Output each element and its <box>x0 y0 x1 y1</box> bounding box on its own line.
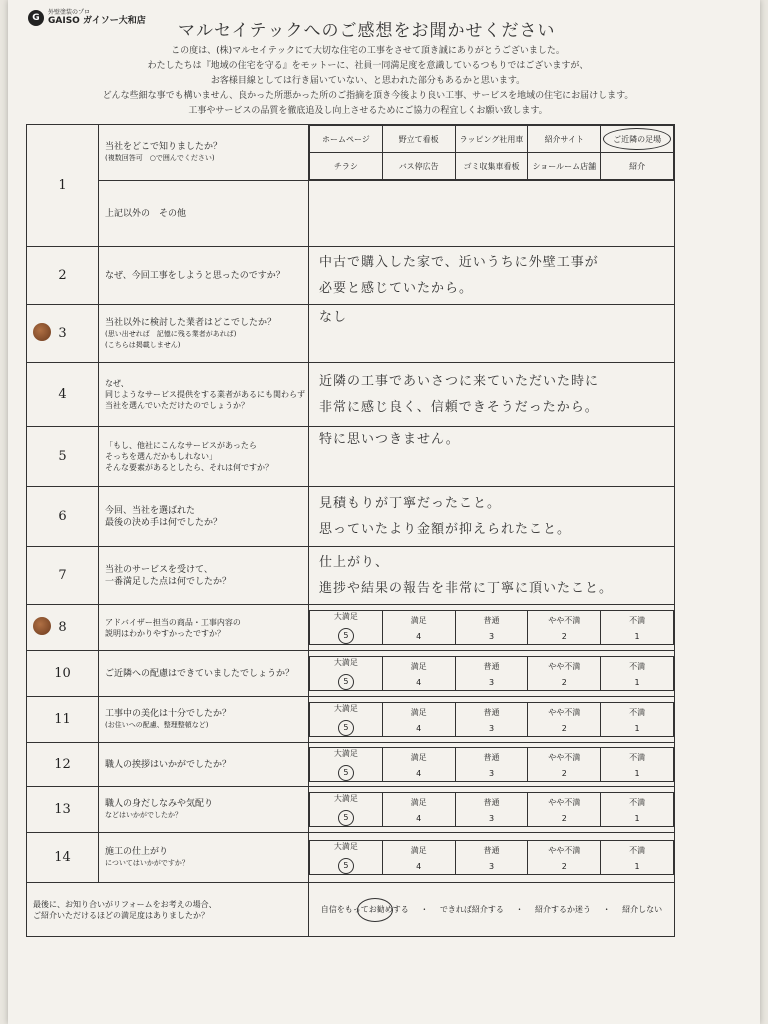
rating-option[interactable]: やや不満 2 <box>528 703 601 737</box>
source-option-selected[interactable] <box>601 126 674 153</box>
other-source-answer[interactable] <box>309 181 675 247</box>
handwritten-answer[interactable]: なし <box>309 305 675 363</box>
question-text: ご近隣への配慮はできていましたでしょうか？ <box>99 651 309 697</box>
question-number: 6 <box>27 487 99 547</box>
rating-option[interactable]: 満足 4 <box>382 793 455 827</box>
question-number-cell <box>27 605 99 651</box>
handwritten-answer[interactable]: 見積もりが丁寧だったこと。 思っていたより金額が抑えられたこと。 <box>309 487 675 547</box>
rating-option[interactable]: 大満足 5 <box>310 703 383 737</box>
question-text: 「もし、他社にこんなサービスがあったら そっちを選んだかもしれない」 そんな要素があるとしたら、それは何ですか？ <box>99 427 309 487</box>
rating-option[interactable]: 不満 1 <box>601 657 674 691</box>
intro-line: この度は、(株)マルセイテックにて大切な住宅の工事をさせて頂き誠にありがとうございました。 <box>171 46 565 56</box>
question-text: 当社以外に検討した業者はどこでしたか？ (思い出せれば 記憶に残る業者があれば) (こちらは掲載しません) <box>99 305 309 363</box>
intro-line: お客様目線としては行き届いていない、と思われた部分もあるかと思います。 <box>210 76 526 86</box>
rating-option[interactable]: やや不満 2 <box>528 793 601 827</box>
rating-option[interactable]: 普通 3 <box>455 657 528 691</box>
source-options <box>309 125 675 181</box>
survey-table <box>26 124 675 937</box>
recommend-option[interactable]: 紹介するか迷う <box>535 905 592 914</box>
logo-mark-icon: G <box>28 10 44 26</box>
handwritten-answer[interactable]: 中古で購入した家で、近いうちに外壁工事が 必要と感じていたから。 <box>309 247 675 305</box>
binder-hole <box>33 323 51 341</box>
rating-scale <box>309 651 675 697</box>
rating-scale <box>309 787 675 833</box>
question-text: 今回、当社を選ばれた 最後の決め手は何でしたか？ <box>99 487 309 547</box>
intro-line: わたしたちは『地域の住宅を守る』をモットーに、社員一同満足度を意識しているつもりではございますが、 <box>147 61 589 71</box>
selected-rating-circle: 5 <box>338 765 354 781</box>
handwritten-circle <box>357 898 393 922</box>
rating-scale <box>309 605 675 651</box>
question-text: 工事中の美化は十分でしたか？ (お住いへの配慮、整理整頓など) <box>99 697 309 743</box>
gaiso-logo <box>28 10 146 26</box>
handwritten-answer[interactable]: 近隣の工事であいさつに来ていただいた時に 非常に感じ良く、信頼できそうだったから。 <box>309 363 675 427</box>
rating-option[interactable]: 普通 3 <box>455 841 528 875</box>
question-text: 職人の身だしなみや気配り などはいかがでしたか？ <box>99 787 309 833</box>
question-text: なぜ、今回工事をしようと思ったのですか？ <box>99 247 309 305</box>
separator: ・ <box>515 905 524 914</box>
question-number: 12 <box>27 743 99 787</box>
separator: ・ <box>420 905 429 914</box>
rating-option[interactable]: 不満 1 <box>601 748 674 782</box>
question-number: 10 <box>27 651 99 697</box>
question-sub-label: (複数回答可 ○で囲んでください) <box>105 154 215 162</box>
selected-rating-circle: 5 <box>338 628 354 644</box>
rating-option[interactable]: 普通 3 <box>455 703 528 737</box>
rating-option[interactable]: 普通 3 <box>455 611 528 645</box>
rating-option[interactable]: 大満足 5 <box>310 748 383 782</box>
rating-option[interactable]: 満足 4 <box>382 657 455 691</box>
question-number: 4 <box>27 363 99 427</box>
question-number: 8 <box>58 620 67 635</box>
survey-sheet <box>8 0 760 1024</box>
logo-store: ガイソー大和店 <box>82 15 146 26</box>
source-option[interactable]: バス停広告 <box>382 153 455 180</box>
source-option[interactable]: ラッピング社用車 <box>455 126 528 153</box>
logo-brand: GAISO <box>48 15 80 26</box>
handwritten-circle <box>603 128 671 150</box>
handwritten-answer[interactable]: 仕上がり、 進捗や結果の報告を非常に丁寧に頂いたこと。 <box>309 547 675 605</box>
question-number: 5 <box>27 427 99 487</box>
question-label: 当社をどこで知りましたか？ <box>105 142 223 152</box>
rating-option[interactable]: 不満 1 <box>601 841 674 875</box>
handwritten-answer[interactable]: 特に思いつきません。 <box>309 427 675 487</box>
rating-option[interactable]: やや不満 2 <box>528 841 601 875</box>
rating-option[interactable]: 不満 1 <box>601 611 674 645</box>
question-number: 7 <box>27 547 99 605</box>
question-number: 13 <box>27 787 99 833</box>
other-source-label: 上記以外の その他 <box>99 181 309 247</box>
rating-option[interactable]: 普通 3 <box>455 793 528 827</box>
rating-option[interactable]: 大満足 5 <box>310 841 383 875</box>
source-option[interactable]: 紹介サイト <box>528 126 601 153</box>
rating-scale <box>309 743 675 787</box>
recommend-option-selected[interactable]: 自信をもってお勧めする <box>321 904 409 915</box>
question-number: 3 <box>58 326 67 341</box>
rating-option[interactable]: やや不満 2 <box>528 748 601 782</box>
question-text: アドバイザー担当の商品・工事内容の 説明はわかりやすかったですか？ <box>99 605 309 651</box>
question-text: 職人の挨拶はいかがでしたか？ <box>99 743 309 787</box>
question-number: 2 <box>27 247 99 305</box>
logo-tagline: 外壁塗装のプロ <box>48 9 91 16</box>
final-question: 最後に、お知り合いがリフォームをお考えの場合、 ご紹介いただけるほどの満足度はありましたか？ <box>27 883 309 937</box>
source-option[interactable]: 野立て看板 <box>382 126 455 153</box>
rating-scale <box>309 697 675 743</box>
rating-option[interactable]: 満足 4 <box>382 748 455 782</box>
separator: ・ <box>602 905 611 914</box>
intro-line: どんな些細な事でも構いません、良かった所悪かった所のご指摘を頂き今後より良い工事、サービスを地域の住宅にお届けします。 <box>102 91 634 101</box>
question-number: 11 <box>27 697 99 743</box>
question-number-cell <box>27 305 99 363</box>
rating-option[interactable]: 大満足 5 <box>310 793 383 827</box>
source-option[interactable]: ホームページ <box>310 126 383 153</box>
selected-rating-circle: 5 <box>338 720 354 736</box>
intro-line: 工事やサービスの品質を徹底追及し向上させるためにご協力の程宜しくお願い致します。 <box>188 106 548 116</box>
question-text: 施工の仕上がり についてはいかがですか？ <box>99 833 309 883</box>
intro-text <box>48 44 688 119</box>
source-option[interactable]: ゴミ収集車看板 <box>455 153 528 180</box>
selected-rating-circle: 5 <box>338 674 354 690</box>
question-text: なぜ、 同じようなサービス提供をする業者があるにも関わらず 当社を選んでいただけたのでしょうか？ <box>99 363 309 427</box>
question-number: 1 <box>27 125 99 247</box>
rating-option[interactable]: 普通 3 <box>455 748 528 782</box>
rating-option[interactable]: やや不満 2 <box>528 657 601 691</box>
rating-option[interactable]: 大満足 5 <box>310 657 383 691</box>
binder-hole <box>33 617 51 635</box>
recommend-option[interactable]: できれば紹介する <box>439 905 504 914</box>
selected-rating-circle: 5 <box>338 858 354 874</box>
rating-option[interactable]: やや不満 2 <box>528 611 601 645</box>
question-text: 当社のサービスを受けて、 一番満足した点は何でしたか？ <box>99 547 309 605</box>
rating-scale <box>309 833 675 883</box>
source-option[interactable]: 紹介 <box>601 153 674 180</box>
source-option-label: ご近隣の足場 <box>613 134 662 144</box>
rating-option[interactable]: 不満 1 <box>601 703 674 737</box>
source-option[interactable]: ショールーム店舗 <box>528 153 601 180</box>
selected-rating-circle: 5 <box>338 810 354 826</box>
recommend-options <box>309 883 675 937</box>
question-number: 14 <box>27 833 99 883</box>
question-1-text <box>99 125 309 181</box>
source-option[interactable]: チラシ <box>310 153 383 180</box>
rating-option[interactable]: 満足 4 <box>382 611 455 645</box>
rating-option[interactable]: 大満足 5 <box>310 611 383 645</box>
page-title: マルセイテックへのご感想をお聞かせください <box>178 21 556 41</box>
rating-option[interactable]: 不満 1 <box>601 793 674 827</box>
rating-option[interactable]: 満足 4 <box>382 703 455 737</box>
rating-option[interactable]: 満足 4 <box>382 841 455 875</box>
recommend-option[interactable]: 紹介しない <box>622 905 663 914</box>
